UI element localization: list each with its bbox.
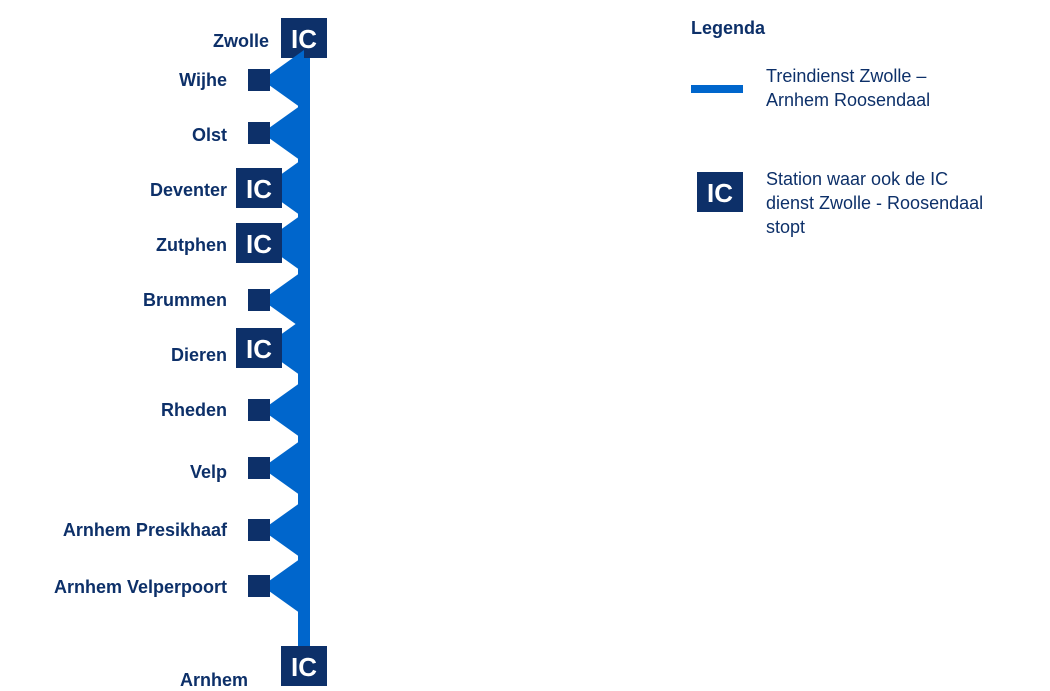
legend-ic-badge-text: IC bbox=[707, 178, 733, 208]
station-label-wijhe: Wijhe bbox=[179, 70, 227, 90]
legend-title: Legenda bbox=[691, 18, 766, 38]
station-label-arnhem: Arnhem bbox=[179, 670, 248, 690]
station-label-velp: Velp bbox=[189, 462, 227, 482]
station-label-olst: Olst bbox=[191, 125, 227, 145]
station-label-deventer: Deventer bbox=[149, 180, 227, 200]
station-label-zwolle: Zwolle bbox=[212, 31, 269, 51]
station-label-arnhem-presikhaaf: Arnhem Presikhaaf bbox=[62, 520, 227, 540]
legend-ic-text-1: Station waar ook de IC bbox=[766, 169, 949, 189]
station-label-rheden: Rheden bbox=[160, 400, 227, 420]
station-marker-rheden bbox=[248, 399, 270, 421]
station-label-arnhem-velperpoort: Arnhem Velperpoort bbox=[53, 577, 227, 597]
station-marker-wijhe bbox=[248, 69, 270, 91]
station-marker-arnhem-velperpoort bbox=[248, 575, 270, 597]
legend-ic-text-2: dienst Zwolle - Roosendaal bbox=[766, 193, 984, 213]
ic-badge-text: IC bbox=[246, 174, 272, 204]
station-label-zutphen: Zutphen bbox=[156, 235, 227, 255]
ic-badge-text: IC bbox=[246, 334, 272, 364]
ic-badge-text: IC bbox=[246, 229, 272, 259]
legend-line-swatch bbox=[691, 85, 743, 93]
legend-ic-text-3: stopt bbox=[766, 217, 806, 237]
station-label-dieren: Dieren bbox=[170, 345, 227, 365]
station-marker-velp bbox=[248, 457, 270, 479]
station-label-brummen: Brummen bbox=[142, 290, 227, 310]
legend-line-text-2: Arnhem Roosendaal bbox=[766, 90, 931, 110]
legend-line-text-1: Treindienst Zwolle – bbox=[766, 66, 927, 86]
station-marker-olst bbox=[248, 122, 270, 144]
ic-badge-text: IC bbox=[291, 24, 317, 54]
station-marker-arnhem-presikhaaf bbox=[248, 519, 270, 541]
station-marker-brummen bbox=[248, 289, 270, 311]
ic-badge-text: IC bbox=[291, 652, 317, 682]
